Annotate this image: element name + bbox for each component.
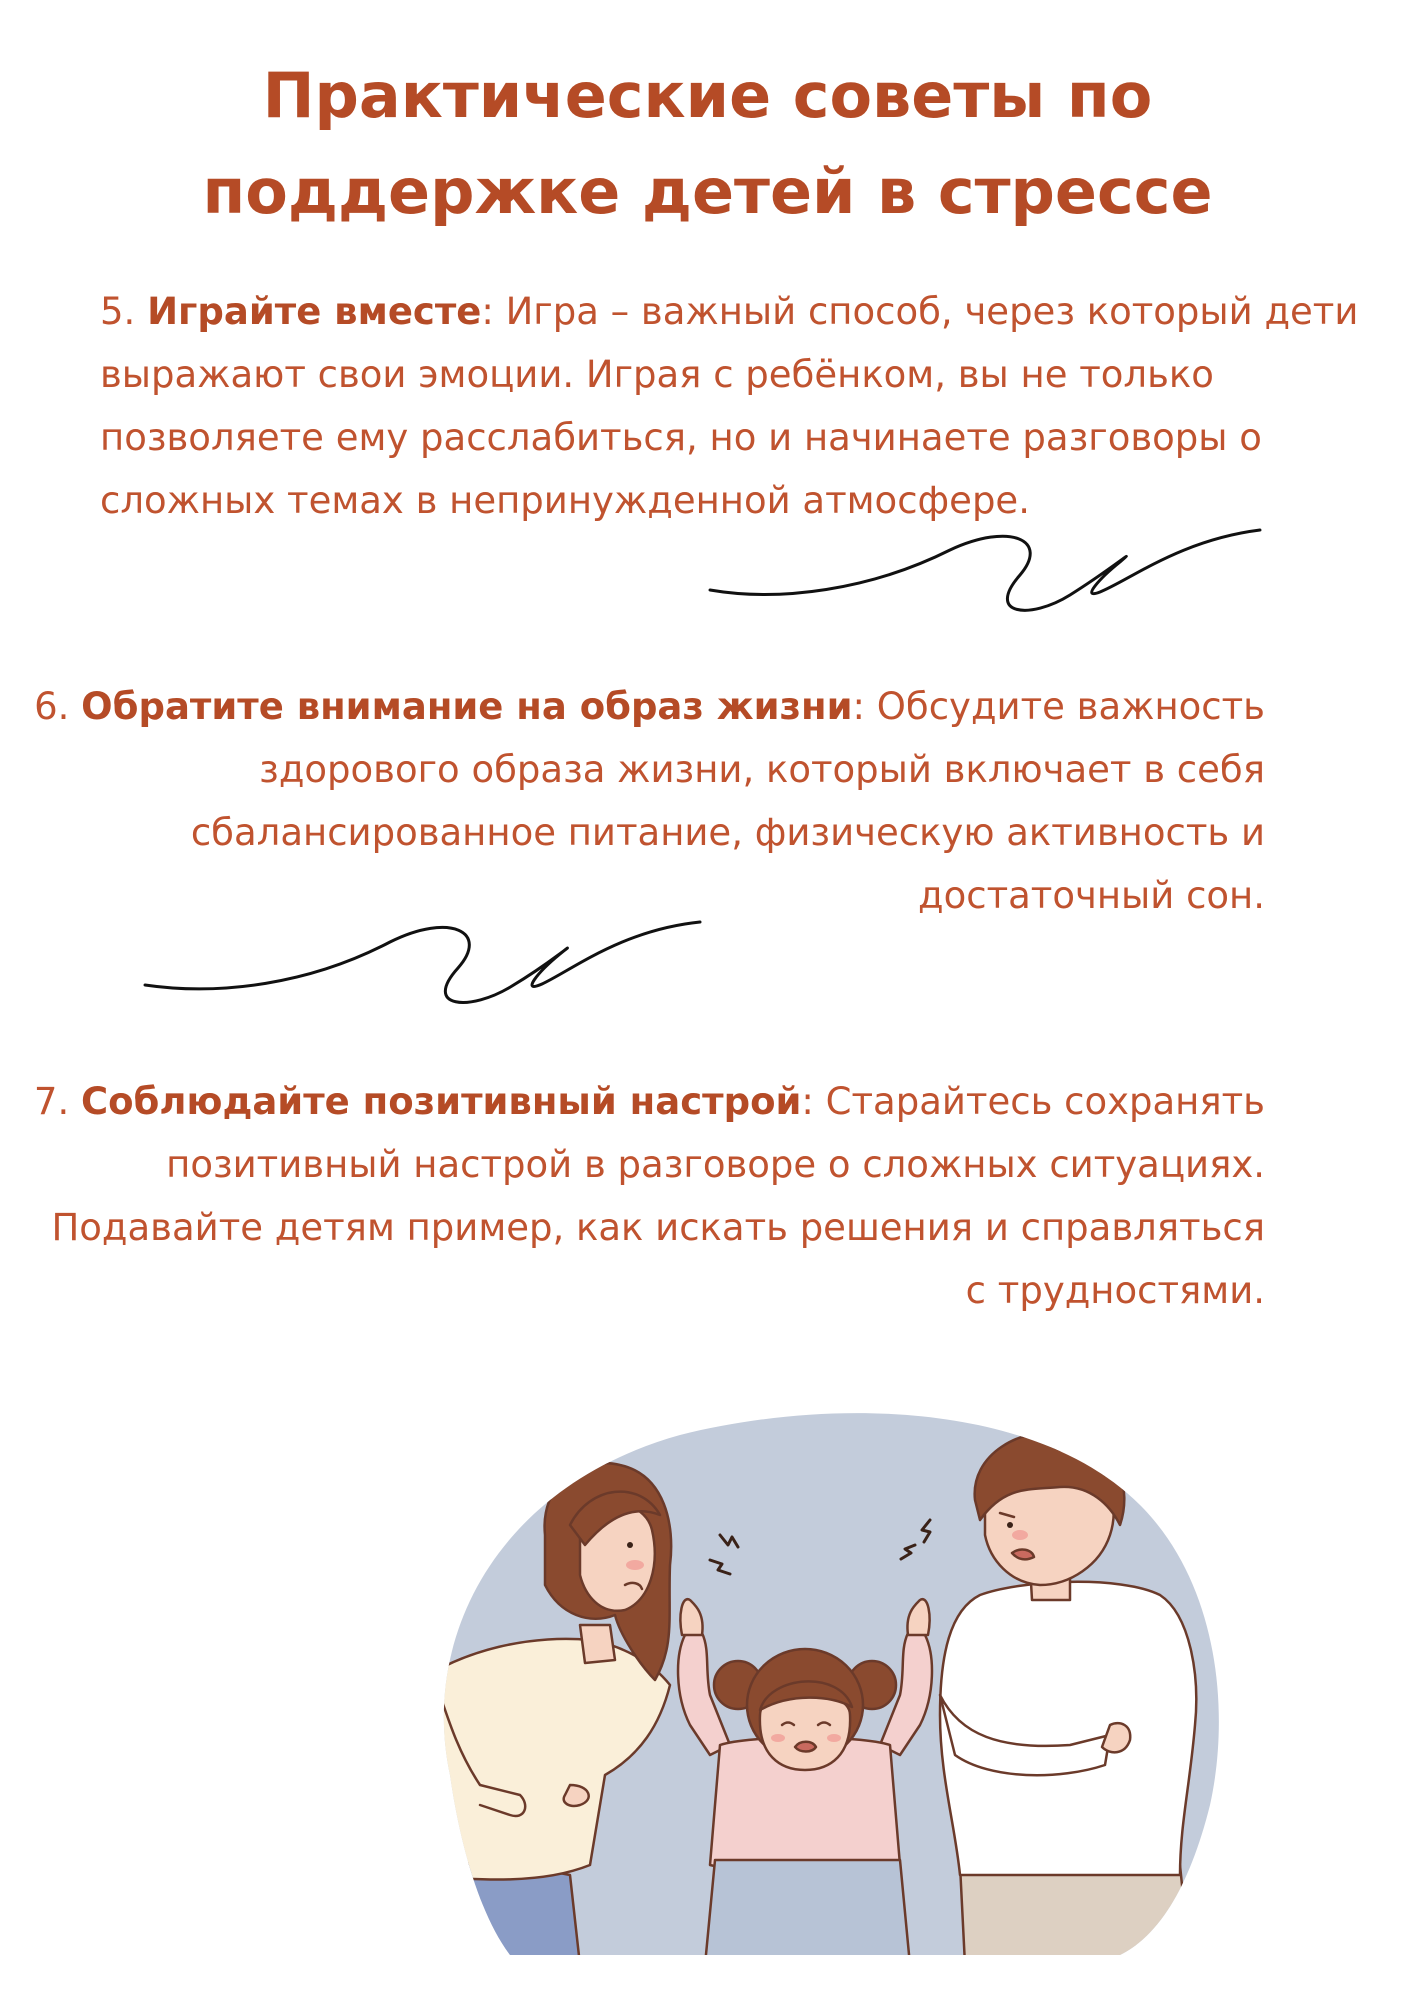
tip-6-body: : Обсудите важность здорового образа жизни, который включает в себя сбалансированное питание, физическую активность и достаточный сон. (190, 685, 1265, 917)
squiggle-divider-1 (700, 520, 1270, 640)
family-argument-illustration (420, 1395, 1220, 1955)
tip-7-number: 7. (33, 1080, 81, 1123)
tip-5 (100, 280, 1390, 532)
tip-6-number: 6. (34, 685, 82, 728)
tip-5-body: : Игра – важный способ, через который дети выражают свои эмоции. Играя с ребёнком, вы не только позволяете ему расслабиться, но и начинаете разговоры о сложных темах в непринужденной атмосфере. (100, 290, 1359, 522)
tip-5-heading: Играйте вместе (147, 290, 482, 333)
tip-7-heading: Соблюдайте позитивный настрой (80, 1080, 802, 1123)
squiggle-divider-2 (140, 910, 710, 1030)
page-title (0, 48, 1415, 240)
tip-6-heading: Обратите внимание на образ жизни (81, 685, 853, 728)
tip-6 (20, 675, 1265, 927)
tip-7 (20, 1070, 1265, 1322)
title-line-1: Практические советы по (262, 59, 1153, 132)
title-line-2: поддержке детей в стрессе (202, 155, 1213, 228)
tip-5-number: 5. (100, 290, 148, 333)
father-figure (940, 1432, 1196, 1955)
tip-7-body: : Старайтесь сохранять позитивный настрой в разговоре о сложных ситуациях. Подавайте детям пример, как искать решения и справляться с трудностями. (51, 1080, 1265, 1312)
